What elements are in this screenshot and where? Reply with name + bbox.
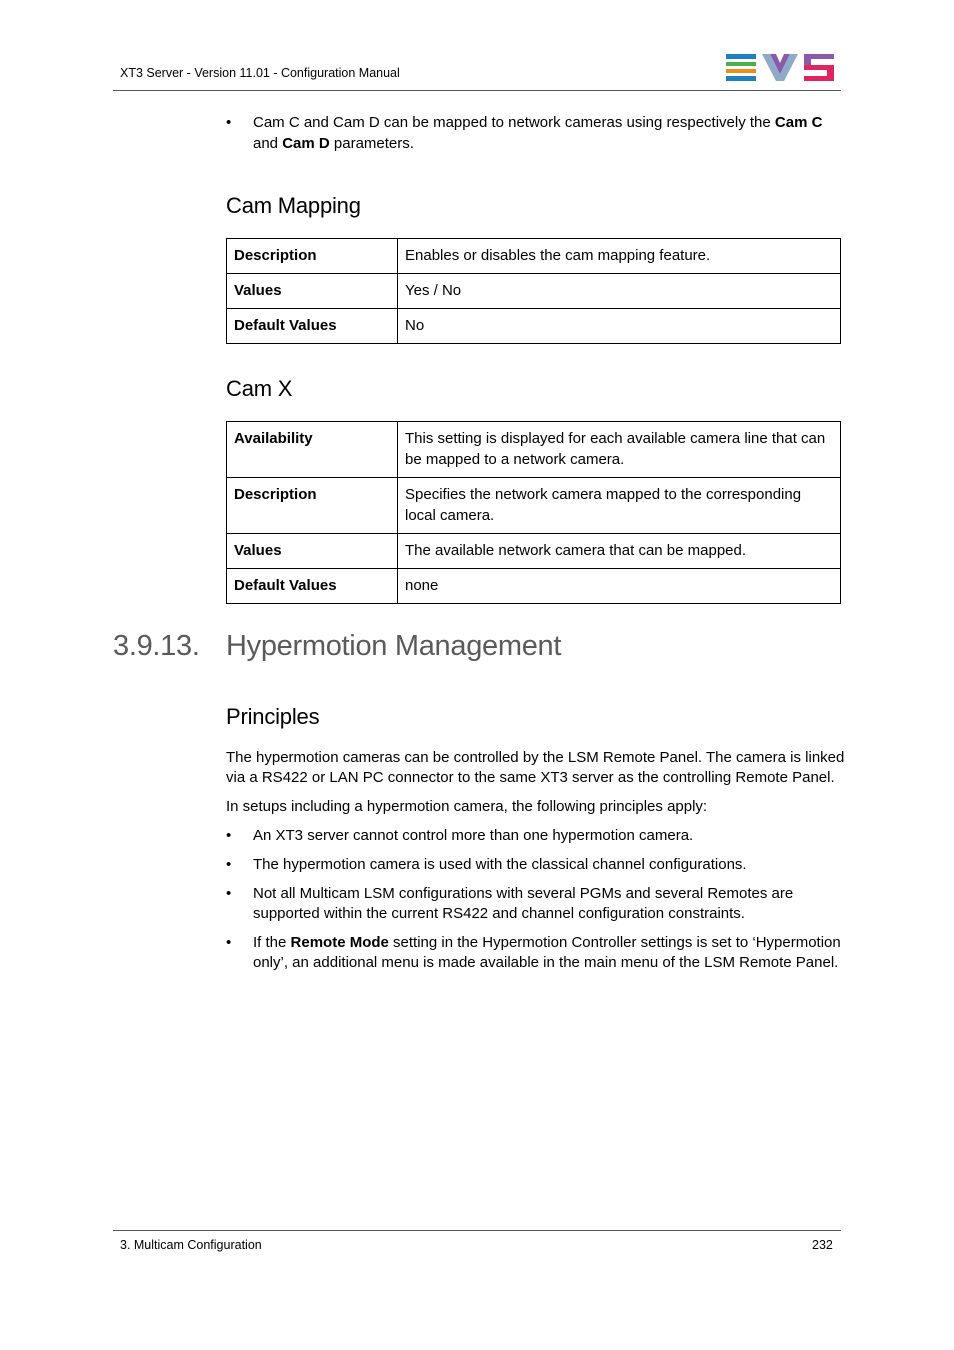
paragraph: In setups including a hypermotion camera, the following principles apply:: [226, 798, 708, 815]
page-number: 232: [812, 1238, 833, 1252]
list-item-text: If the: [253, 934, 291, 951]
section-title: Hypermotion Management: [226, 630, 562, 662]
header-title: XT3 Server - Version 11.01 - Configuration Manual: [120, 66, 400, 80]
table-key: Values: [227, 534, 398, 569]
intro-bullet: [226, 113, 846, 154]
table-value: Enables or disables the cam mapping feature.: [398, 239, 841, 274]
evs-logo: [726, 54, 834, 82]
table-row: [227, 239, 841, 274]
paragraph: The hypermotion cameras can be controlled by the LSM Remote Panel. The camera is linked via a RS422 or LAN PC connector to the same XT3 server as the controlling Remote Panel.: [226, 749, 845, 786]
section-number: 3.9.13.: [113, 630, 200, 662]
param-cam-d: Cam D: [282, 134, 330, 152]
bullet-marker: •: [226, 934, 232, 951]
list-item: [226, 933, 846, 973]
table-key: Default Values: [227, 569, 398, 604]
table-value: Specifies the network camera mapped to the corresponding local camera.: [398, 478, 841, 534]
param-cam-c: Cam C: [774, 114, 823, 131]
list-item: [226, 884, 846, 924]
table-row: [227, 309, 841, 344]
table-key: Default Values: [227, 309, 398, 344]
cam-mapping-table: [226, 238, 841, 344]
principles-heading: Principles: [226, 704, 320, 729]
list-item-text: setting in the Hypermotion Controller settings is set to ‘Hypermotion only’, an additional menu is made available in the main menu of the LSM Remote Panel.: [253, 934, 841, 971]
cam-x-table: [226, 421, 841, 604]
param-remote-mode: Remote Mode: [290, 934, 389, 951]
list-item: [226, 826, 846, 846]
table-row: [227, 569, 841, 604]
footer-chapter: 3. Multicam Configuration: [120, 1238, 262, 1252]
footer-divider: [113, 1230, 841, 1231]
list-item: [226, 855, 846, 875]
section-heading: [113, 630, 561, 663]
table-row: [227, 478, 841, 534]
bullet-marker: •: [226, 827, 232, 844]
table-value: This setting is displayed for each available camera line that can be mapped to a network camera.: [398, 422, 841, 478]
list-item: [226, 113, 846, 154]
table-value: Yes / No: [398, 274, 841, 309]
bullet-marker: •: [226, 856, 232, 873]
cam-x-heading: Cam X: [226, 376, 293, 401]
list-item-text: Not all Multicam LSM configurations with several PGMs and several Remotes are supported within the current RS422 and channel configuration constraints.: [253, 885, 794, 922]
intro-text: Cam C and Cam D can be mapped to network cameras using respectively the: [253, 114, 775, 131]
bullet-marker: •: [226, 885, 232, 902]
table-row: [227, 274, 841, 309]
table-value: No: [398, 309, 841, 344]
table-key: Description: [227, 478, 398, 534]
cam-mapping-heading: Cam Mapping: [226, 193, 361, 218]
table-row: [227, 534, 841, 569]
principles-body: [226, 748, 846, 982]
table-key: Values: [227, 274, 398, 309]
table-value: none: [398, 569, 841, 604]
table-row: [227, 422, 841, 478]
header-divider: [113, 90, 841, 91]
principles-list: [226, 826, 846, 973]
list-item-text: The hypermotion camera is used with the classical channel configurations.: [253, 856, 747, 873]
table-key: Description: [227, 239, 398, 274]
table-key: Availability: [227, 422, 398, 478]
intro-text: and: [253, 134, 283, 152]
list-item-text: An XT3 server cannot control more than one hypermotion camera.: [253, 827, 694, 844]
bullet-marker: •: [226, 114, 232, 131]
table-value: The available network camera that can be mapped.: [398, 534, 841, 569]
intro-text: parameters.: [329, 134, 414, 152]
